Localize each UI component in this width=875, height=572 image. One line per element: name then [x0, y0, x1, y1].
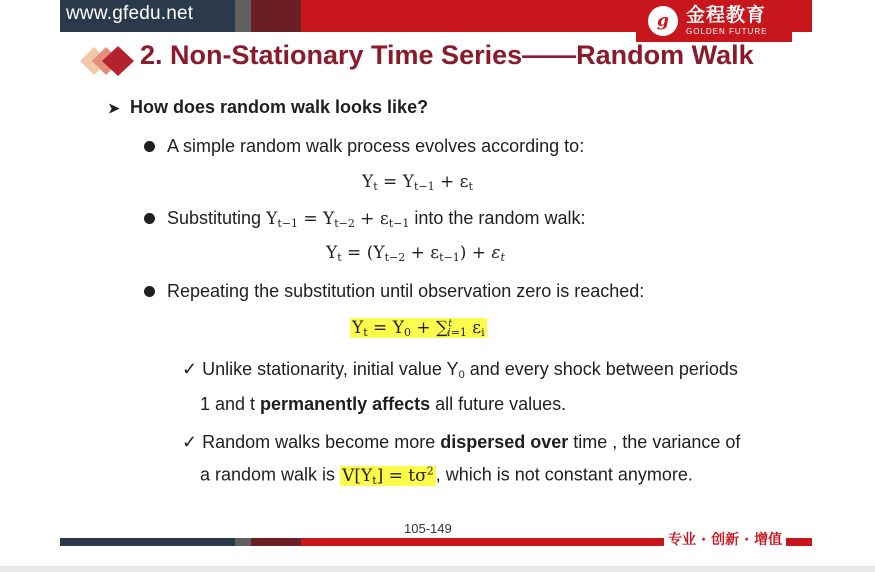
- check-1-sub: 0: [458, 369, 465, 381]
- variance-formula-sup: 2: [426, 464, 434, 477]
- check-1-text-post: and every shock between periods: [464, 359, 738, 379]
- variance-formula-a: V[Y: [342, 465, 373, 486]
- logo-cn: 金程教育: [686, 4, 767, 26]
- footer-motto: 专业 · 创新 · 增值: [664, 529, 786, 549]
- bullet-dot-icon: [144, 141, 155, 152]
- checkmark-icon: ✓: [182, 359, 198, 379]
- footer-bar-segment-maroon: [251, 538, 301, 546]
- check-1-text-pre: Unlike stationarity, initial value Y: [202, 359, 459, 379]
- variance-formula-sub: t: [372, 473, 377, 487]
- equation-2: $Y_t = (Y_{t-2} + \varepsilon_{t-1}) + \varepsilon_t$: [326, 243, 505, 264]
- logo-seal-icon: g: [648, 6, 678, 36]
- variance-formula: [340, 466, 436, 486]
- variance-formula-b: ] = tσ: [376, 465, 427, 486]
- check-2-text-post: time , the variance of: [568, 432, 741, 452]
- section-heading: [108, 97, 428, 118]
- section-heading-text: How does random walk looks like?: [130, 97, 429, 117]
- check-2-bold: dispersed over: [440, 432, 569, 452]
- check-2-text-pre: Random walks become more: [202, 432, 441, 452]
- logo-en: GOLDEN FUTURE: [686, 27, 768, 36]
- arrow-bullet-icon: ➤: [108, 100, 120, 116]
- bullet-3-text: Repeating the substitution until observation zero is reached:: [167, 281, 645, 301]
- inline-equation: $Y_{t-1} = Y_{t-2} + \varepsilon_{t-1}$: [266, 209, 410, 230]
- equation-3-highlighted: $Y_t = Y_0 + \sum^t_{i=1}$ $\varepsilon_i$: [352, 318, 485, 339]
- check-1-line-2: [200, 394, 566, 415]
- company-logo: [636, 0, 792, 43]
- bullet-1-text: A simple random walk process evolves according to:: [167, 136, 585, 156]
- footer-bar-segment-gray: [235, 538, 251, 546]
- check-1-l2-post: all future values.: [430, 394, 567, 414]
- header-bar-segment-maroon: [251, 0, 301, 32]
- check-2-line-1: [182, 432, 740, 453]
- site-url[interactable]: www.gfedu.net: [66, 3, 194, 24]
- check-2-line-2: [200, 464, 693, 487]
- bullet-dot-icon: [144, 286, 155, 297]
- title-diamonds-icon: [80, 44, 136, 78]
- bullet-2-line: [167, 208, 585, 230]
- page-number: 105-149: [404, 521, 452, 536]
- checkmark-icon: ✓: [182, 432, 198, 452]
- bullet-dot-icon: [144, 213, 155, 224]
- check-1-line-1: [182, 359, 738, 381]
- footer-bar-segment-dark: [60, 538, 235, 546]
- footer-strip: [0, 566, 875, 572]
- bullet-2-text-post: into the random walk:: [414, 208, 586, 228]
- bullet-2-text-pre: Substituting: [167, 208, 262, 228]
- equation-1: $Y_t = Y_{t-1} + \varepsilon_t$: [362, 172, 473, 193]
- header-bar-segment-gray: [235, 0, 251, 32]
- check-2-l2-pre: a random walk is: [200, 464, 341, 485]
- check-1-l2-pre: 1 and t: [200, 394, 261, 414]
- slide-title: 2. Non-Stationary Time Series——Random Walk: [140, 40, 754, 70]
- logo-text: [686, 6, 767, 36]
- check-1-l2-bold: permanently affects: [260, 394, 431, 414]
- check-2-l2-post: , which is not constant anymore.: [435, 464, 693, 485]
